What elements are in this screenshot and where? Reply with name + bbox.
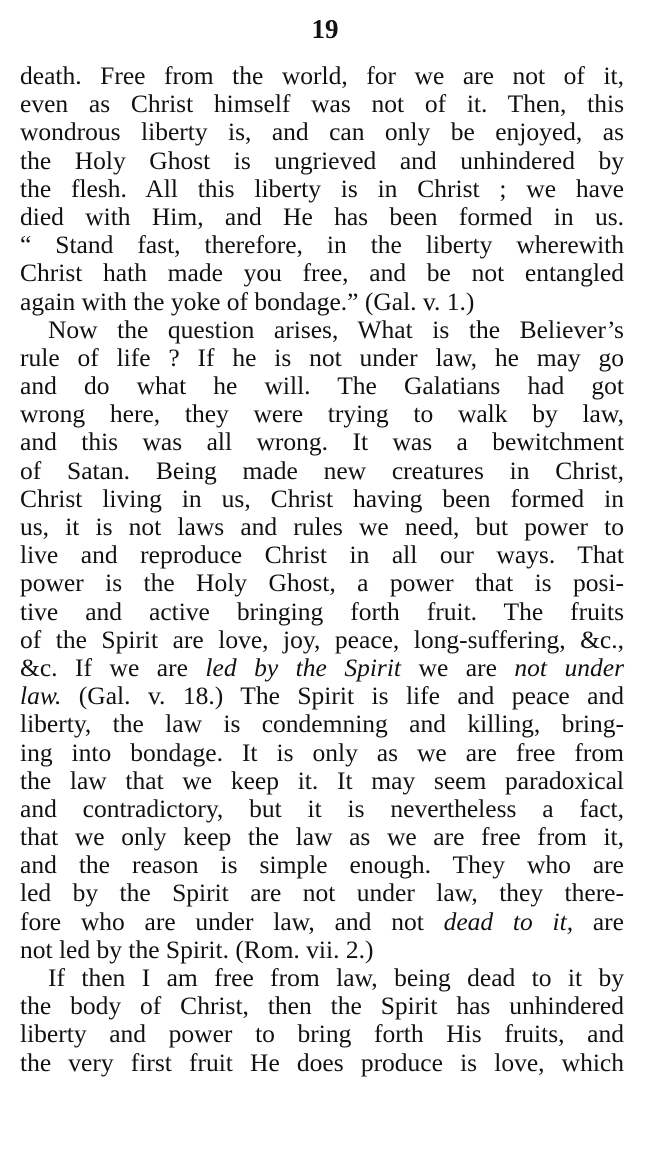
- text-run: led by the Spirit are not under law, they there-: [20, 878, 624, 908]
- text-line: [20, 344, 624, 372]
- text-line: [20, 823, 624, 851]
- text-line: [20, 175, 624, 203]
- text-run: rule of life ? If he is not under law, he may go: [20, 342, 624, 372]
- text-line: [20, 62, 624, 90]
- page-number: 19: [311, 14, 339, 44]
- text-line: [20, 682, 624, 710]
- text-run: even as Christ himself was not of it. Then, this: [20, 89, 624, 119]
- text-run: liberty, the law is condemning and killing, bring-: [20, 709, 624, 739]
- text-run: (Gal. v. 18.) The Spirit is life and peace and: [61, 681, 624, 711]
- text-run: power is the Holy Ghost, a power that is posi-: [20, 568, 624, 598]
- text-line: [20, 147, 624, 175]
- text-run: the body of Christ, then the Spirit has unhindered: [20, 991, 624, 1021]
- text-line: [20, 541, 624, 569]
- text-run: live and reproduce Christ in all our ways. That: [20, 540, 624, 570]
- page-body-text: [20, 62, 624, 1077]
- text-run: “ Stand fast, therefore, in the liberty wherewith: [20, 230, 624, 260]
- text-run: death. Free from the world, for we are not of it,: [20, 61, 624, 90]
- text-line: [20, 908, 624, 936]
- paragraph: [20, 62, 624, 316]
- paragraph: [20, 964, 624, 1077]
- text-run: not led by the Spirit. (Rom. vii. 2.): [20, 934, 374, 964]
- text-line: [20, 457, 624, 485]
- text-run: the Holy Ghost is ungrieved and unhindered by: [20, 145, 624, 175]
- text-run: and contradictory, but it is nevertheless a fact,: [20, 793, 624, 823]
- text-run: the law that we keep it. It may seem paradoxical: [20, 765, 624, 795]
- text-line: [20, 316, 624, 344]
- italic-text-run: led by the Spirit: [205, 652, 402, 682]
- text-run: died with Him, and He has been formed in us.: [20, 201, 624, 231]
- text-line: [20, 259, 624, 287]
- text-run: wondrous liberty is, and can only be enjoyed, as: [20, 117, 624, 147]
- paragraph: [20, 316, 624, 964]
- text-line: [20, 767, 624, 795]
- text-line: [20, 485, 624, 513]
- text-line: [20, 203, 624, 231]
- text-run: wrong here, they were trying to walk by law,: [20, 399, 624, 429]
- text-run: &c. If we are: [20, 652, 206, 682]
- text-line: [20, 654, 624, 682]
- text-run: of the Spirit are love, joy, peace, long-suffering, &c.,: [20, 624, 624, 654]
- text-line: [20, 739, 624, 767]
- text-run: that we only keep the law as we are free from it,: [20, 822, 624, 852]
- text-run: If then I am free from law, being dead to it by: [48, 963, 624, 992]
- text-run: again with the yoke of bondage.” (Gal. v. 1.): [20, 286, 475, 316]
- text-line: [20, 879, 624, 907]
- text-line: [20, 118, 624, 146]
- text-line: [20, 1049, 624, 1077]
- text-run: Christ hath made you free, and be not entangled: [20, 258, 624, 288]
- text-line: [20, 288, 624, 316]
- text-run: Now the question arises, What is the Believer’s: [48, 314, 624, 344]
- text-line: [20, 428, 624, 456]
- text-run: ing into bondage. It is only as we are free from: [20, 737, 624, 767]
- text-line: [20, 372, 624, 400]
- text-run: we are: [401, 652, 515, 682]
- text-run: Christ living in us, Christ having been formed in: [20, 483, 624, 513]
- text-line: [20, 513, 624, 541]
- text-line: [20, 598, 624, 626]
- text-run: of Satan. Being made new creatures in Christ,: [20, 455, 624, 485]
- text-line: [20, 400, 624, 428]
- text-line: [20, 936, 624, 964]
- text-run: the very first fruit He does produce is love, which: [20, 1047, 624, 1077]
- text-run: liberty and power to bring forth His fruits, and: [20, 1019, 624, 1049]
- text-line: [20, 795, 624, 823]
- text-line: [20, 964, 624, 992]
- text-line: [20, 851, 624, 879]
- text-run: fore who are under law, and not: [20, 906, 444, 936]
- text-run: tive and active bringing forth fruit. The fruits: [20, 596, 624, 626]
- text-line: [20, 626, 624, 654]
- italic-text-run: law.: [20, 681, 62, 711]
- text-line: [20, 231, 624, 259]
- text-run: the flesh. All this liberty is in Christ ; we have: [20, 173, 624, 203]
- text-run: and do what he will. The Galatians had got: [20, 371, 624, 401]
- text-line: [20, 569, 624, 597]
- text-line: [20, 1020, 624, 1048]
- text-run: are: [573, 906, 624, 936]
- text-line: [20, 710, 624, 738]
- text-line: [20, 992, 624, 1020]
- text-run: us, it is not laws and rules we need, but power to: [20, 512, 624, 541]
- text-run: and this was all wrong. It was a bewitchment: [20, 427, 624, 457]
- text-line: [20, 90, 624, 118]
- italic-text-run: dead to it,: [443, 906, 574, 936]
- italic-text-run: not under: [514, 652, 625, 682]
- text-run: and the reason is simple enough. They who are: [20, 850, 624, 880]
